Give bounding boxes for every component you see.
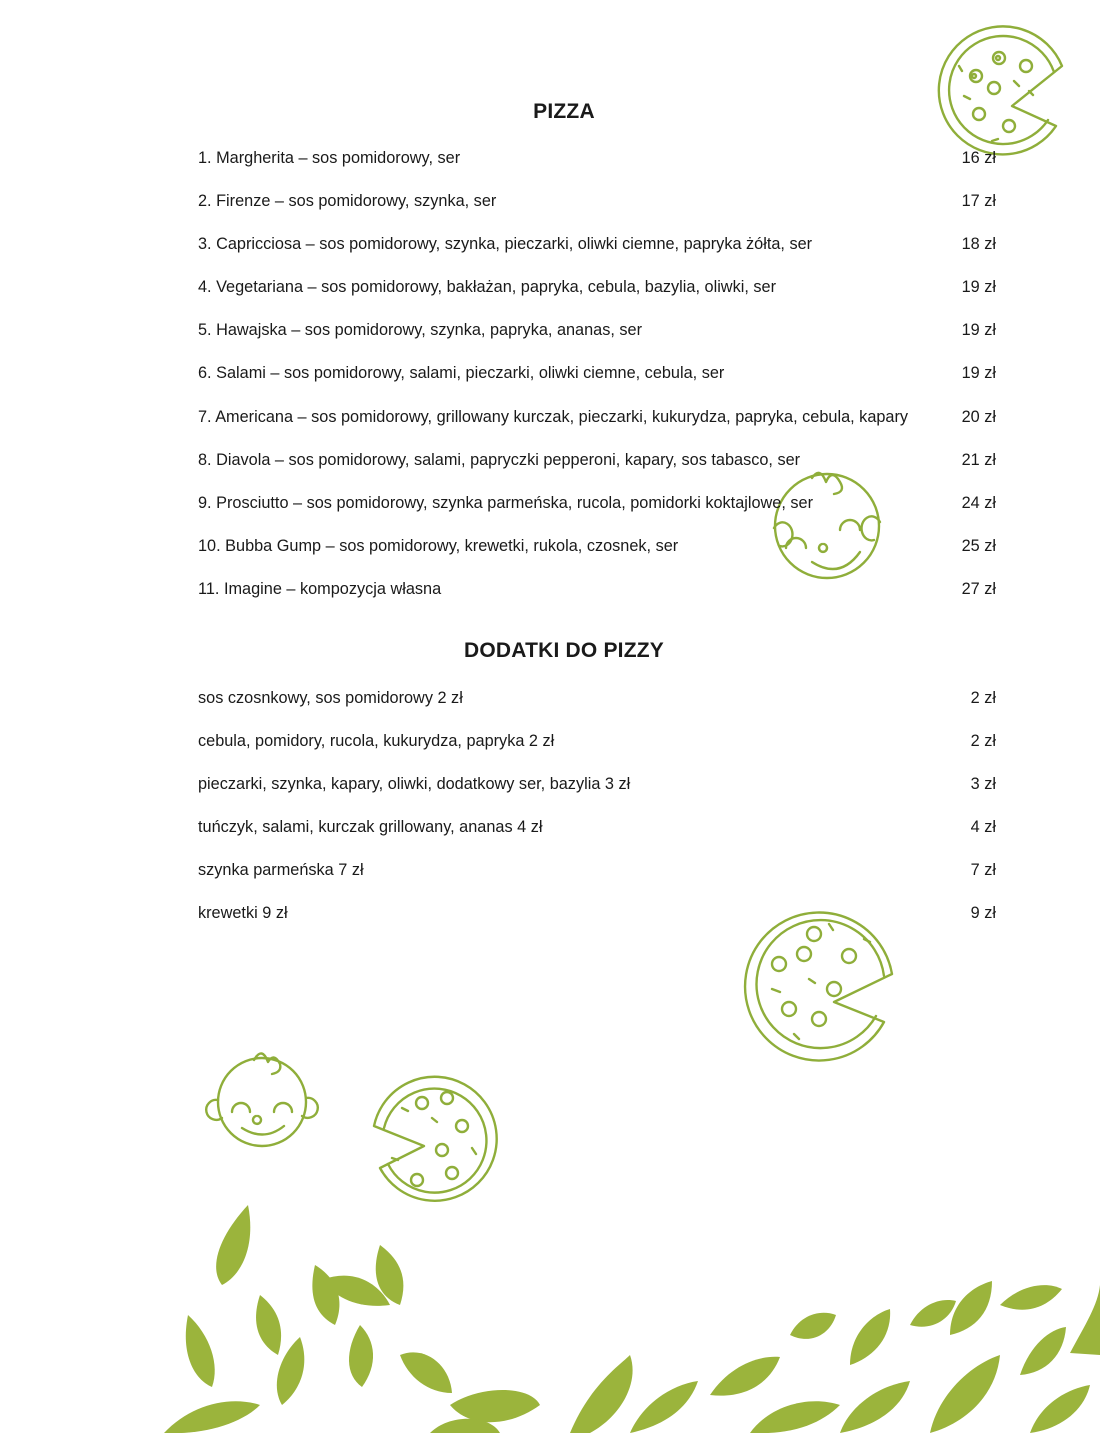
menu-item	[198, 234, 996, 277]
pizza-menu-list	[198, 148, 996, 622]
menu-item	[198, 536, 996, 579]
menu-item	[198, 450, 996, 493]
menu-item	[198, 774, 996, 817]
menu-item-price: 24 zł	[961, 493, 996, 512]
menu-item-price: 2 zł	[970, 689, 996, 707]
menu-item	[198, 407, 996, 450]
menu-item-price: 7 zł	[970, 861, 996, 880]
menu-item	[198, 579, 996, 622]
menu-item-price: 16 zł	[961, 149, 996, 167]
menu-item-name: 5. Hawajska – sos pomidorowy, szynka, papryka, ananas, ser	[198, 321, 643, 340]
menu-item-name: 9. Prosciutto – sos pomidorowy, szynka parmeńska, rucola, pomidorki koktajlowe, ser	[198, 493, 814, 512]
menu-item-price: 19 zł	[961, 321, 996, 340]
leaves-icon	[150, 1205, 1100, 1433]
menu-item-price: 17 zł	[961, 192, 996, 211]
menu-item-price: 19 zł	[961, 278, 996, 297]
menu-item	[198, 817, 996, 860]
menu-item-name: 10. Bubba Gump – sos pomidorowy, krewetki, rukola, czosnek, ser	[198, 536, 679, 555]
menu-item-name: 11. Imagine – kompozycja własna	[198, 579, 442, 598]
menu-item-price: 3 zł	[970, 775, 996, 794]
menu-item-name: krewetki 9 zł	[198, 904, 288, 923]
menu-item-name: 2. Firenze – sos pomidorowy, szynka, ser	[198, 192, 497, 211]
menu-item	[198, 320, 996, 363]
menu-item	[198, 903, 996, 946]
pizza-section-title: PIZZA	[533, 100, 595, 123]
menu-item-price: 9 zł	[970, 904, 996, 923]
menu-item	[198, 148, 996, 191]
menu-item-price: 4 zł	[970, 818, 996, 837]
menu-item-name: cebula, pomidory, rucola, kukurydza, papryka 2 zł	[198, 732, 555, 751]
menu-item-name: 7. Americana – sos pomidorowy, grillowany kurczak, pieczarki, kukurydza, papryka, cebula, kapary	[198, 407, 909, 426]
menu-item-price: 2 zł	[970, 732, 996, 751]
menu-item-price: 20 zł	[961, 407, 996, 426]
menu-item-name: 4. Vegetariana – sos pomidorowy, bakłażan, papryka, cebula, bazylia, oliwki, ser	[198, 278, 776, 297]
menu-item	[198, 363, 996, 406]
addons-section-title: DODATKI DO PIZZY	[464, 639, 664, 662]
menu-item-name: 1. Margherita – sos pomidorowy, ser	[198, 149, 461, 167]
pizza-icon	[362, 1068, 502, 1208]
menu-item	[198, 688, 996, 731]
menu-item-price: 27 zł	[961, 579, 996, 598]
menu-item	[198, 860, 996, 903]
menu-item-price: 25 zł	[961, 536, 996, 555]
menu-item-name: sos czosnkowy, sos pomidorowy 2 zł	[198, 689, 463, 707]
menu-item-name: 8. Diavola – sos pomidorowy, salami, papryczki pepperoni, kapary, sos tabasco, ser	[198, 450, 801, 469]
menu-item-name: szynka parmeńska 7 zł	[198, 861, 364, 880]
menu-item	[198, 731, 996, 774]
menu-item	[198, 191, 996, 234]
menu-item-name: 3. Capricciosa – sos pomidorowy, szynka, pieczarki, oliwki ciemne, papryka żółta, ser	[198, 235, 813, 254]
menu-item-name: 6. Salami – sos pomidorowy, salami, pieczarki, oliwki ciemne, cebula, ser	[198, 364, 725, 383]
child-face-icon	[194, 1050, 329, 1150]
menu-item	[198, 277, 996, 320]
menu-item	[198, 493, 996, 536]
addons-menu-list	[198, 688, 996, 947]
menu-item-price: 19 zł	[961, 364, 996, 383]
menu-item-price: 18 zł	[961, 235, 996, 254]
menu-item-name: tuńczyk, salami, kurczak grillowany, ananas 4 zł	[198, 818, 543, 837]
menu-item-name: pieczarki, szynka, kapary, oliwki, dodatkowy ser, bazylia 3 zł	[198, 775, 631, 794]
pizza-icon	[932, 30, 1077, 162]
menu-item-price: 21 zł	[961, 450, 996, 469]
